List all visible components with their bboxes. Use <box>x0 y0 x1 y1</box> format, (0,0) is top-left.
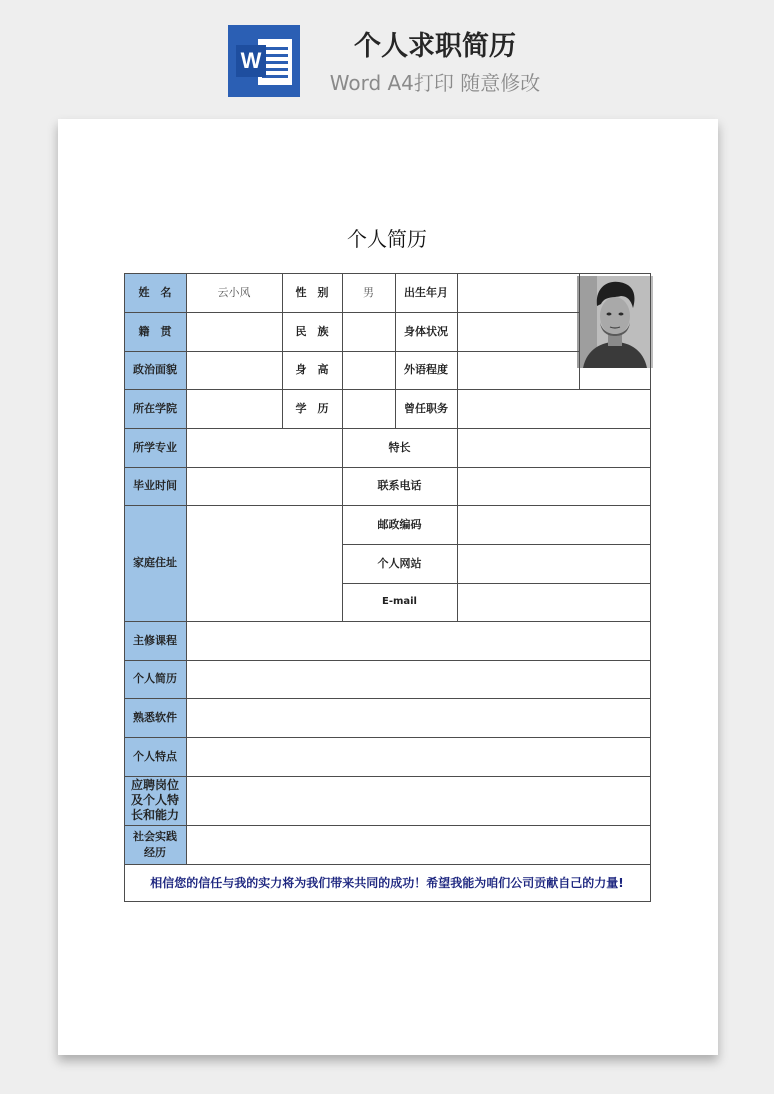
job-value[interactable] <box>186 776 650 825</box>
height-value[interactable] <box>342 351 395 389</box>
address-label: 家庭住址 <box>124 505 186 621</box>
word-logo-icon <box>228 25 300 97</box>
phone-label: 联系电话 <box>377 479 422 492</box>
header-subtitle: Word A4打印 随意修改 <box>329 71 541 95</box>
traits-label: 个人特点 <box>124 737 186 776</box>
ethnic-value[interactable] <box>342 312 395 351</box>
closing-statement: 相信您的信任与我的实力将为我们带来共同的成功！希望我能为咱们公司贡献自己的力量! <box>150 876 624 890</box>
phone-value[interactable] <box>457 467 650 505</box>
education-value[interactable] <box>342 389 395 428</box>
practice-label: 社会实践经历 <box>124 825 186 864</box>
major-value[interactable] <box>186 428 342 467</box>
specialty-label: 特长 <box>388 440 411 454</box>
language-label: 外语程度 <box>404 363 448 376</box>
gender-value[interactable]: 男 <box>363 285 374 299</box>
position-label: 曾任职务 <box>404 401 448 415</box>
traits-value[interactable] <box>186 737 650 776</box>
job-label: 应聘岗位及个人特长和能力 <box>124 776 186 825</box>
logo-letter: W <box>236 45 266 77</box>
graduation-label: 毕业时间 <box>124 467 186 505</box>
graduation-value[interactable] <box>186 467 342 505</box>
ethnic-label: 民 族 <box>295 324 329 338</box>
practice-value[interactable] <box>186 825 650 864</box>
name-label: 姓 名 <box>124 273 186 312</box>
health-value[interactable] <box>457 312 579 351</box>
resume-label: 个人简历 <box>124 660 186 698</box>
name-value[interactable]: 云小风 <box>217 285 251 299</box>
major-label: 所学专业 <box>124 428 186 467</box>
website-value[interactable] <box>457 544 650 583</box>
email-label: E-mail <box>381 596 417 607</box>
courses-value[interactable] <box>186 621 650 660</box>
website-label: 个人网站 <box>377 556 422 570</box>
height-label: 身 高 <box>295 363 329 376</box>
software-label: 熟悉软件 <box>124 698 186 737</box>
college-value[interactable] <box>186 389 282 428</box>
political-label: 政治面貌 <box>124 351 186 389</box>
resume-value[interactable] <box>186 660 650 698</box>
birth-value[interactable] <box>457 273 579 312</box>
political-value[interactable] <box>186 351 282 389</box>
native-label: 籍 贯 <box>124 312 186 351</box>
postcode-value[interactable] <box>457 505 650 544</box>
education-label: 学 历 <box>295 401 329 415</box>
gender-label: 性 别 <box>295 285 329 299</box>
profile-photo <box>577 276 653 368</box>
header-title: 个人求职简历 <box>354 31 516 62</box>
courses-label: 主修课程 <box>124 621 186 660</box>
specialty-value[interactable] <box>457 428 650 467</box>
language-value[interactable] <box>457 351 579 389</box>
document-title: 个人简历 <box>347 227 427 251</box>
email-value[interactable] <box>457 583 650 621</box>
health-label: 身体状况 <box>404 324 448 338</box>
college-label: 所在学院 <box>124 389 186 428</box>
software-value[interactable] <box>186 698 650 737</box>
address-value[interactable] <box>186 505 342 621</box>
position-value[interactable] <box>457 389 650 428</box>
postcode-label: 邮政编码 <box>377 517 422 531</box>
native-value[interactable] <box>186 312 282 351</box>
birth-label: 出生年月 <box>404 285 448 299</box>
